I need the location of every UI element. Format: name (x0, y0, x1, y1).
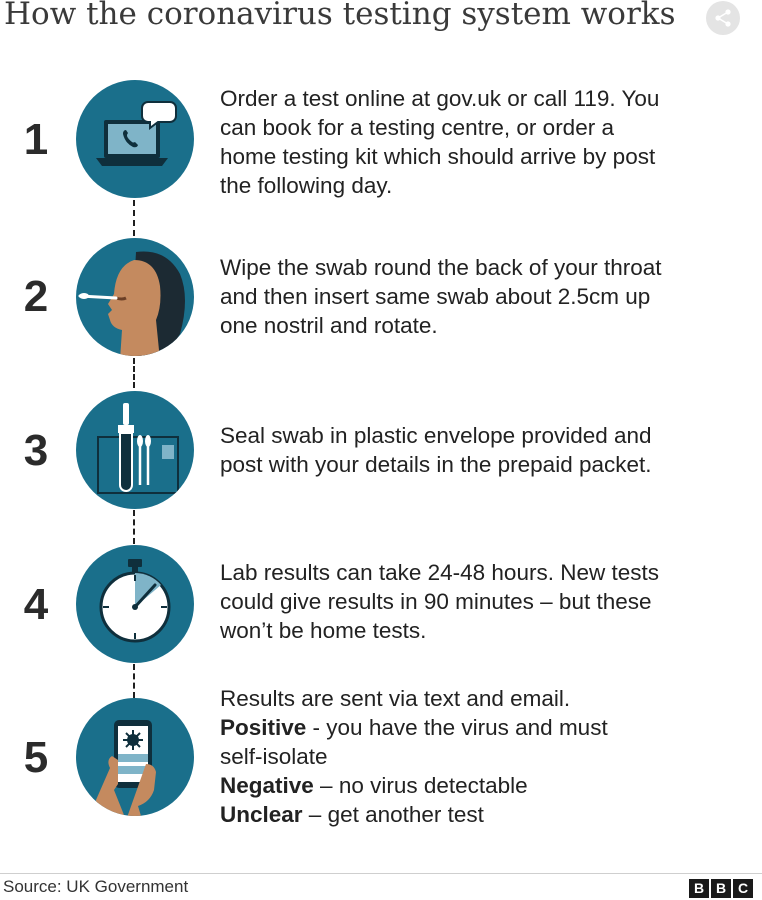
phone-in-hand-icon (76, 698, 194, 816)
step-description: Lab results can take 24-48 hours. New tests could give results in 90 minutes – but these won’t be home tests. (220, 560, 659, 643)
step-description: Seal swab in plastic envelope provided and post with your details in the prepaid packet. (220, 423, 652, 477)
throat-swab-icon (76, 238, 194, 356)
timeline-connector (133, 664, 135, 698)
step-description (220, 684, 740, 829)
result-positive: Positive - you have the virus and must (220, 715, 608, 740)
step-number: 4 (23, 580, 49, 629)
logo-letter: C (733, 879, 753, 898)
logo-letter: B (689, 879, 709, 898)
laptop-phone-icon (76, 80, 194, 198)
timeline-connector (133, 510, 135, 544)
results-intro: Results are sent via text and email. (220, 686, 571, 711)
bbc-logo (689, 879, 753, 898)
result-negative: Negative – no virus detectable (220, 773, 528, 798)
page-title: How the coronavirus testing system works (4, 0, 676, 32)
timeline-connector (133, 358, 135, 388)
step-description: Order a test online at gov.uk or call 119. You can book for a testing centre, or order a home testing kit which should arrive by post the following day. (220, 86, 660, 198)
stopwatch-icon (76, 545, 194, 663)
footer-divider (0, 873, 762, 874)
share-button[interactable] (706, 1, 740, 35)
step-number: 1 (23, 115, 49, 164)
step-description: Wipe the swab round the back of your throat and then insert same swab about 2.5cm up one nostril and rotate. (220, 255, 662, 338)
timeline-connector (133, 200, 135, 236)
share-icon (706, 1, 740, 35)
step-number: 3 (23, 426, 49, 475)
source-credit: Source: UK Government (3, 877, 189, 896)
step-number: 5 (23, 733, 49, 782)
logo-letter: B (711, 879, 731, 898)
step-number: 2 (23, 272, 49, 321)
swab-tube-icon (76, 391, 194, 509)
result-positive-cont: self-isolate (220, 744, 328, 769)
result-unclear: Unclear – get another test (220, 802, 484, 827)
